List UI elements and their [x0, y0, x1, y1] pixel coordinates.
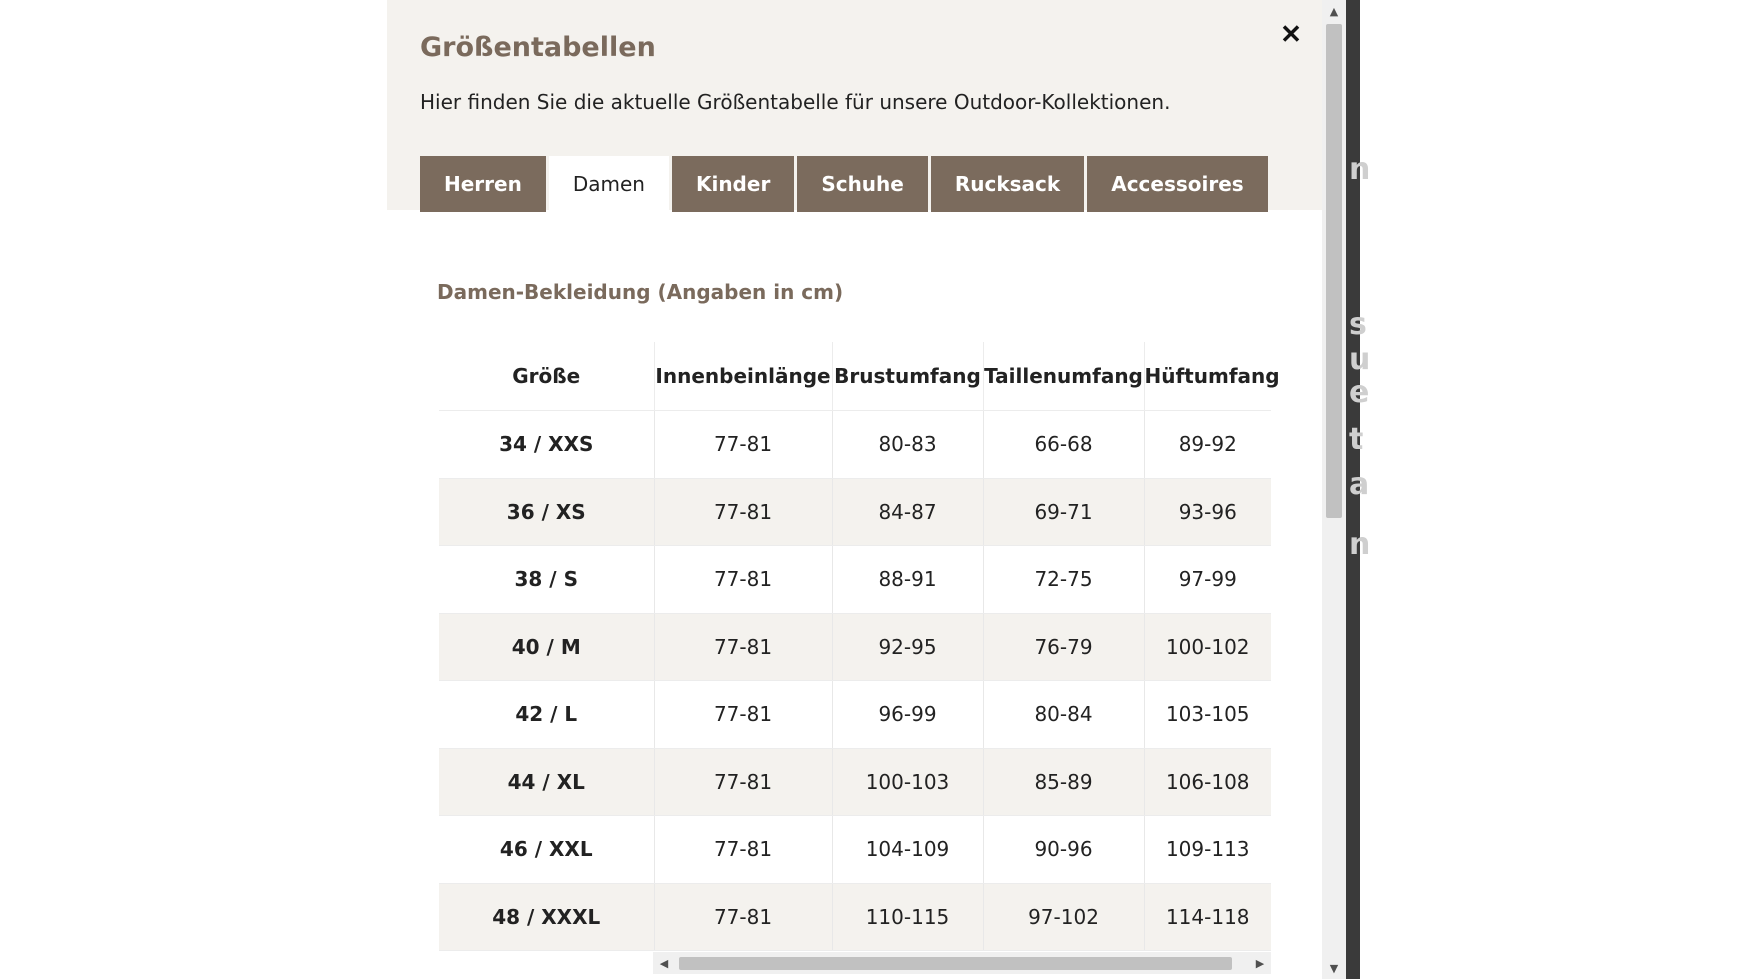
modal-vertical-scrollbar[interactable]	[1322, 0, 1346, 979]
table-cell: 77-81	[654, 546, 832, 614]
column-header-hueftumfang: Hüftumfang	[1144, 342, 1271, 411]
table-cell: 100-102	[1144, 613, 1271, 681]
size-cell: 40 / M	[439, 613, 654, 681]
size-cell: 42 / L	[439, 681, 654, 749]
table-cell: 72-75	[983, 546, 1144, 614]
column-header-taillenumfang: Taillenumfang	[983, 342, 1144, 411]
size-cell: 36 / XS	[439, 478, 654, 546]
section-title: Damen-Bekleidung (Angaben in cm)	[437, 280, 844, 304]
table-cell: 76-79	[983, 613, 1144, 681]
table-cell: 97-102	[983, 883, 1144, 951]
size-chart-modal	[387, 0, 1346, 979]
table-cell: 97-99	[1144, 546, 1271, 614]
table-row	[439, 816, 1271, 884]
close-icon: ✕	[1280, 18, 1302, 49]
background-text-fragment: t	[1349, 422, 1364, 457]
table-cell: 77-81	[654, 613, 832, 681]
table-cell: 69-71	[983, 478, 1144, 546]
modal-title: Größentabellen	[420, 32, 656, 63]
table-cell: 110-115	[832, 883, 983, 951]
background-text-fragment: u	[1349, 342, 1371, 377]
tab-accessoires[interactable]: Accessoires	[1087, 156, 1268, 212]
size-cell: 44 / XL	[439, 748, 654, 816]
table-cell: 77-81	[654, 816, 832, 884]
size-cell: 38 / S	[439, 546, 654, 614]
column-header-innenbeinlaenge: Innenbeinlänge	[654, 342, 832, 411]
table-cell: 88-91	[832, 546, 983, 614]
size-table-container	[439, 342, 1280, 948]
table-row	[439, 411, 1271, 479]
tab-rucksack[interactable]: Rucksack	[931, 156, 1084, 212]
table-cell: 103-105	[1144, 681, 1271, 749]
table-cell: 114-118	[1144, 883, 1271, 951]
background-text-fragment: s	[1349, 307, 1367, 342]
table-row	[439, 478, 1271, 546]
close-button[interactable]	[1273, 16, 1309, 52]
table-cell: 106-108	[1144, 748, 1271, 816]
table-cell: 90-96	[983, 816, 1144, 884]
table-cell: 77-81	[654, 883, 832, 951]
scroll-up-arrow-icon[interactable]: ▲	[1329, 4, 1339, 18]
table-cell: 92-95	[832, 613, 983, 681]
table-cell: 85-89	[983, 748, 1144, 816]
background-text-fragment: e	[1349, 375, 1370, 410]
size-table	[439, 342, 1280, 951]
modal-header	[387, 0, 1322, 210]
table-row	[439, 883, 1271, 951]
tab-herren[interactable]: Herren	[420, 156, 546, 212]
table-horizontal-scrollbar[interactable]	[653, 952, 1271, 974]
column-header-groesse: Größe	[439, 342, 654, 411]
table-row	[439, 546, 1271, 614]
table-cell: 66-68	[983, 411, 1144, 479]
table-cell: 109-113	[1144, 816, 1271, 884]
column-header-brustumfang: Brustumfang	[832, 342, 983, 411]
table-cell: 77-81	[654, 411, 832, 479]
background-text-fragment: a	[1349, 467, 1370, 502]
table-cell: 77-81	[654, 478, 832, 546]
scroll-left-arrow-icon[interactable]: ◀	[659, 956, 669, 970]
size-cell: 48 / XXXL	[439, 883, 654, 951]
horizontal-scroll-thumb[interactable]	[679, 957, 1232, 970]
background-text-fragment: n	[1349, 527, 1371, 562]
table-cell: 77-81	[654, 681, 832, 749]
scroll-down-arrow-icon[interactable]: ▼	[1329, 961, 1339, 975]
background-text-fragment: n	[1349, 152, 1371, 187]
table-cell: 77-81	[654, 748, 832, 816]
table-cell: 96-99	[832, 681, 983, 749]
background-page-fragments	[1349, 0, 1371, 979]
table-row	[439, 613, 1271, 681]
table-cell: 100-103	[832, 748, 983, 816]
table-row	[439, 748, 1271, 816]
table-cell: 104-109	[832, 816, 983, 884]
table-cell: 80-83	[832, 411, 983, 479]
table-cell: 89-92	[1144, 411, 1271, 479]
size-cell: 46 / XXL	[439, 816, 654, 884]
table-cell: 84-87	[832, 478, 983, 546]
table-row	[439, 681, 1271, 749]
scroll-right-arrow-icon[interactable]: ▶	[1255, 956, 1265, 970]
table-cell: 80-84	[983, 681, 1144, 749]
table-cell: 93-96	[1144, 478, 1271, 546]
tab-kinder[interactable]: Kinder	[672, 156, 794, 212]
modal-intro-text: Hier finden Sie die aktuelle Größentabelle für unsere Outdoor-Kollektionen.	[420, 90, 1171, 114]
vertical-scroll-thumb[interactable]	[1326, 24, 1342, 518]
tab-schuhe[interactable]: Schuhe	[797, 156, 928, 212]
table-header-row	[439, 342, 1271, 411]
tab-damen[interactable]: Damen	[549, 156, 669, 212]
size-cell: 34 / XXS	[439, 411, 654, 479]
category-tabs	[420, 156, 1268, 212]
